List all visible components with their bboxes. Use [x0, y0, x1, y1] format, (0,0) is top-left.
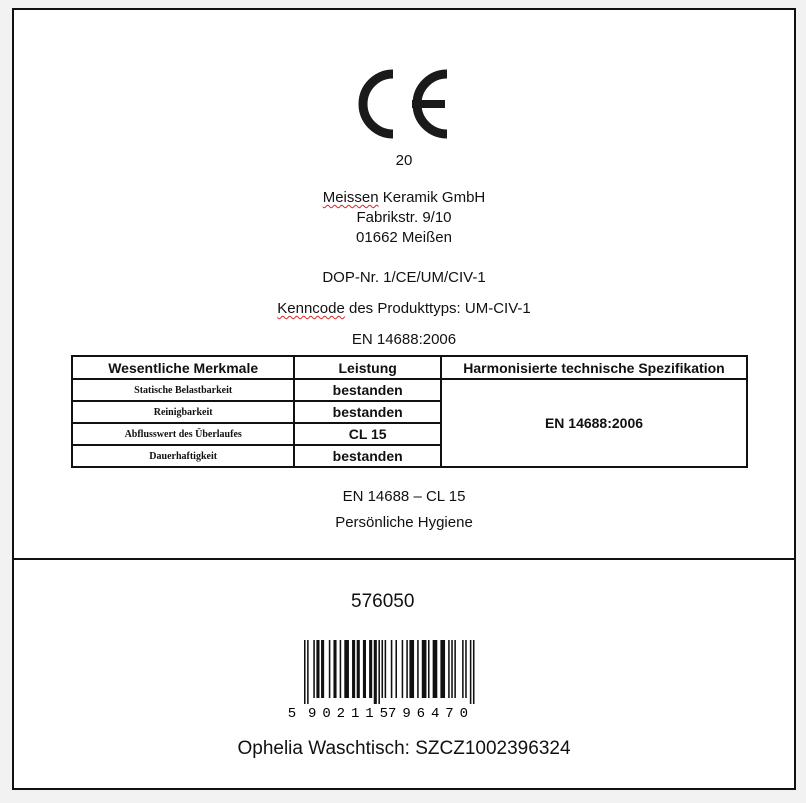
barcode-image	[286, 628, 486, 720]
property-cell: Dauerhaftigkeit	[72, 445, 294, 467]
article-number: 576050	[351, 591, 415, 612]
barcode-bar	[422, 640, 427, 698]
product-type-code-label: Kenncode	[277, 300, 345, 317]
barcode-bar	[428, 640, 430, 698]
ce-label	[12, 8, 796, 790]
barcode-bar	[402, 640, 404, 698]
barcode-bar	[363, 640, 366, 698]
barcode-bar	[385, 640, 387, 698]
manufacturer-name-part1: Meissen	[322, 189, 379, 206]
barcode-bar	[448, 640, 450, 698]
barcode-bar	[321, 640, 324, 698]
barcode-bar	[316, 640, 319, 698]
standard-reference: EN 14688:2006	[351, 331, 457, 348]
property-cell: Reinigbarkeit	[72, 401, 294, 423]
barcode-bar	[374, 640, 377, 704]
performance-cell: bestanden	[294, 401, 441, 423]
table-row	[72, 379, 747, 401]
barcode-bar	[451, 640, 453, 698]
property-cell: Abflusswert des Überlaufes	[72, 423, 294, 445]
barcode-bar	[333, 640, 336, 698]
performance-cell: bestanden	[294, 379, 441, 401]
barcode-bar	[406, 640, 408, 698]
intended-use: Persönliche Hygiene	[335, 514, 473, 531]
barcode-bar	[329, 640, 331, 698]
specification-cell: EN 14688:2006	[441, 379, 747, 467]
dop-number: DOP-Nr. 1/CE/UM/CIV-1	[322, 269, 486, 286]
barcode-bar	[417, 640, 419, 698]
manufacturer-address	[14, 188, 794, 248]
manufacturer-name	[14, 188, 794, 208]
barcode-bar	[395, 640, 397, 698]
barcode-bar	[344, 640, 349, 698]
barcode-right-digits: 796470	[388, 706, 468, 720]
barcode-bars	[304, 640, 475, 704]
table-header-row	[72, 356, 747, 379]
barcode-bar	[369, 640, 372, 698]
table-header-cell: Wesentliche Merkmale	[72, 356, 294, 379]
barcode-bar	[470, 640, 472, 704]
table-header-cell: Harmonisierte technische Spezifikation	[441, 356, 747, 379]
performance-cell: CL 15	[294, 423, 441, 445]
table-header-cell: Leistung	[294, 356, 441, 379]
manufacturer-city: 01662 Meißen	[356, 229, 452, 246]
manufacturer-street: Fabrikstr. 9/10	[356, 209, 452, 226]
barcode-bar	[304, 640, 306, 704]
section-divider	[14, 558, 794, 560]
manufacturer-name-part2: Keramik GmbH	[378, 189, 486, 206]
barcode-bar	[357, 640, 360, 698]
barcode-bar	[352, 640, 355, 698]
performance-table	[71, 355, 748, 468]
classification: EN 14688 – CL 15	[342, 488, 466, 505]
barcode-lead-digit: 5	[287, 706, 297, 720]
barcode-bar	[473, 640, 475, 704]
barcode-bar	[391, 640, 393, 698]
performance-cell: bestanden	[294, 445, 441, 467]
barcode-left-digits: 902115	[308, 706, 388, 720]
product-type-code	[14, 299, 794, 319]
barcode-bar	[409, 640, 414, 698]
barcode-bar	[378, 640, 380, 704]
barcode-bar	[440, 640, 445, 698]
barcode-bar	[465, 640, 467, 698]
barcode-bar	[340, 640, 342, 698]
ce-mark-icon	[344, 62, 456, 146]
product-name: Ophelia Waschtisch: SZCZ1002396324	[237, 738, 571, 759]
product-type-code-value: des Produkttyps: UM-CIV-1	[344, 300, 531, 317]
notified-body-number: 20	[395, 152, 413, 169]
barcode-bar	[307, 640, 309, 704]
barcode-bar	[454, 640, 456, 698]
property-cell: Statische Belastbarkeit	[72, 379, 294, 401]
barcode-bar	[433, 640, 438, 698]
barcode-bar	[313, 640, 315, 698]
barcode-bar	[462, 640, 464, 698]
barcode-bar	[382, 640, 384, 698]
